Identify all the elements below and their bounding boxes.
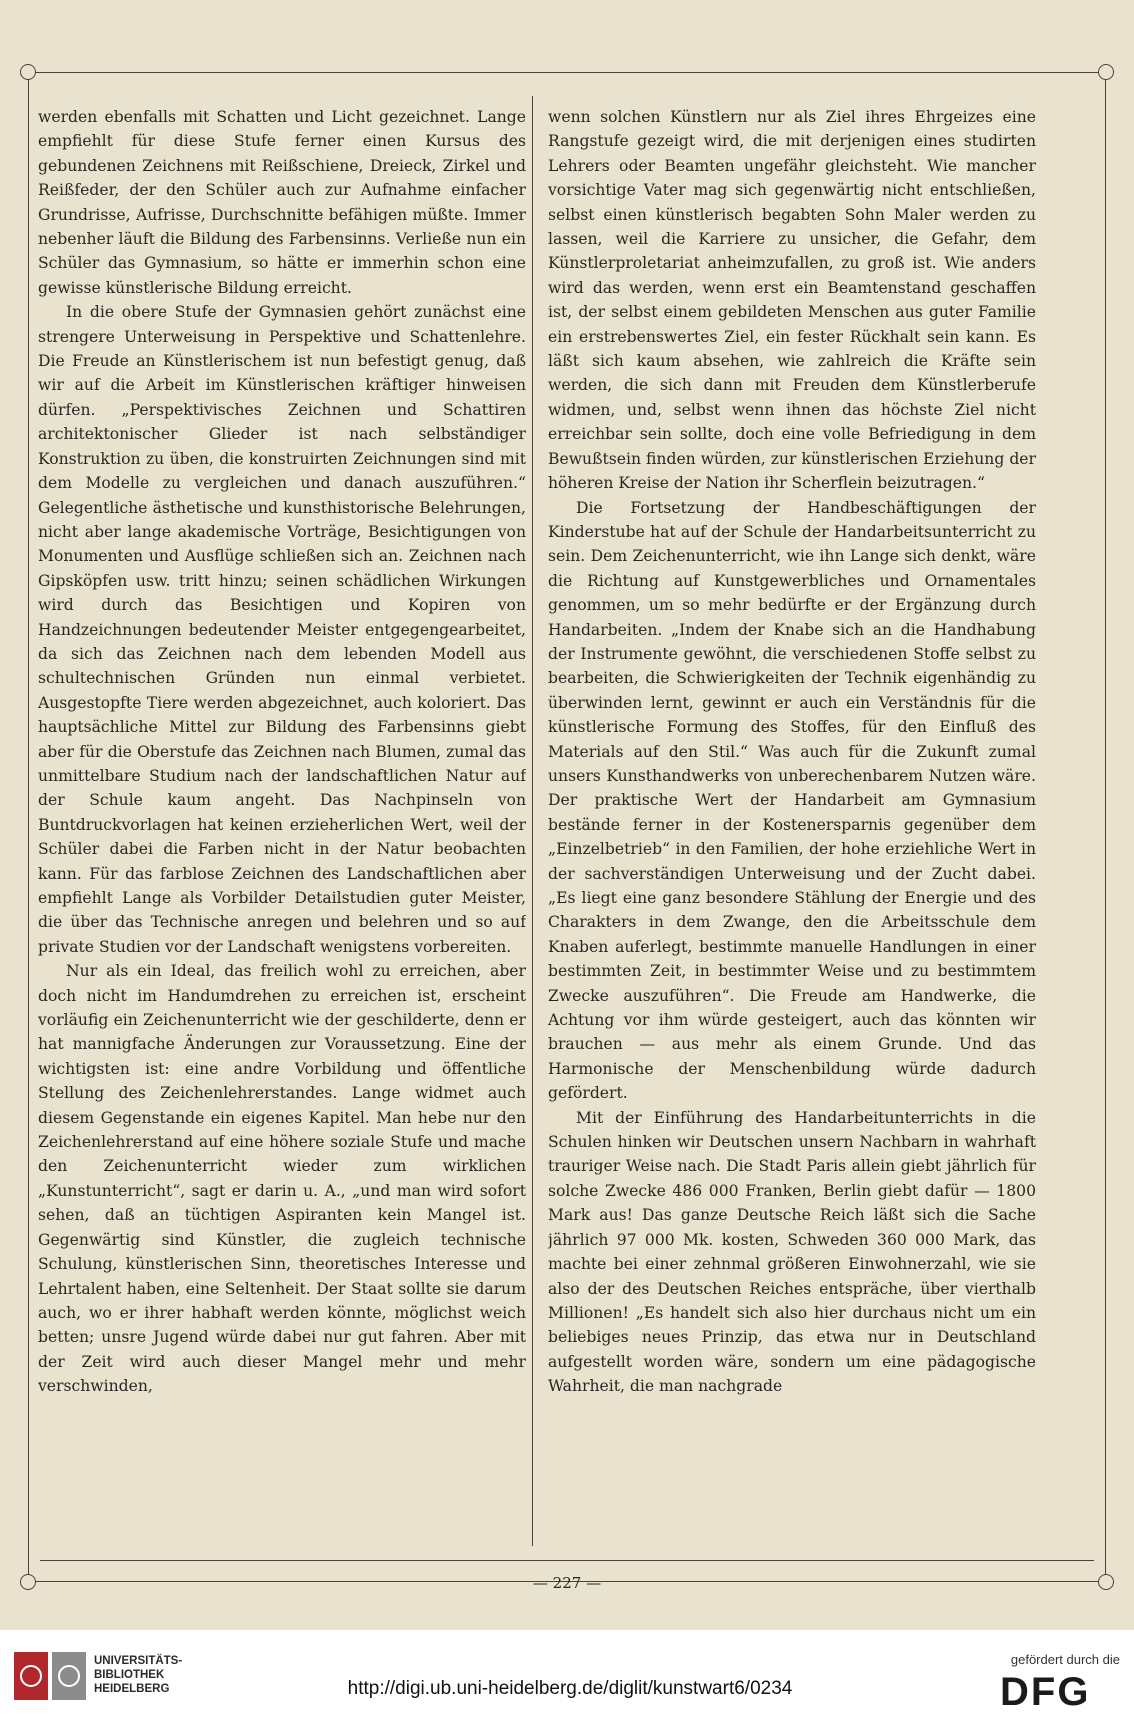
- paragraph: werden ebenfalls mit Schatten und Licht gezeichnet. Lange empfiehlt für diese Stufe ferner einen Kursus des gebundenen Zeichnens mit Reißschiene, Dreieck, Zirkel und Reißfeder, der den Schüler auch zur Aufnahme einfacher Grundrisse, Aufrisse, Durchschnitte befähigen müßte. Immer nebenher läuft die Bildung des Farbensinns. Verließe nun ein Schüler das Gymnasium, so hätte er immerhin schon eine gewisse künstlerische Bildung erreicht.: [38, 108, 526, 297]
- source-url-link[interactable]: http://digi.ub.uni-heidelberg.de/diglit/kunstwart6/0234: [347, 1678, 793, 1699]
- paragraph: Mit der Einführung des Handarbeitunterrichts in die Schulen hinken wir Deutschen unsern Nachbarn in wahrhaft trauriger Weise nach. Die Stadt Paris allein giebt jährlich für solche Zwecke 486 000 Franken, Berlin giebt dafür — 1800 Mark aus! Das ganze Deutsche Reich läßt sich die Sache jährlich 97 000 Mk. kosten, Schweden 360 000 Mark, das machte bei einer zehnmal größeren Einwohnerzahl, wie sie also der des Deutschen Reiches entspräche, über vierthalb Millionen! „Es handelt sich also hier durchaus nicht um ein beliebiges neues Prinzip, das etwa nur in Deutschland aufgestellt worden wäre, sondern um eine pädagogische Wahrheit, die man nachgrade: [548, 1108, 1036, 1396]
- funded-by-label: gefördert durch die: [1010, 1652, 1120, 1667]
- paragraph: Nur als ein Ideal, das freilich wohl zu erreichen, aber doch nicht im Handumdrehen zu erreichen ist, erscheint vorläufig ein Zeichenunterricht wie der geschilderte, denn er hat mannigfache Änderungen zur Voraussetzung. Eine der wichtigsten ist: eine andre Vorbildung und öffentliche Stellung des Zeichenlehrerstandes. Lange widmet auch diesem Gegenstande ein eigenes Kapitel. Man hebe nur den Zeichenlehrerstand auf eine höhere soziale Stufe und mache den Zeichenunterricht wieder zum wirklichen „Kunstunterricht“, sagt er darin u. A., „und man wird sofort sehen, daß an tüchtigen Aspiranten kein Mangel ist. Gegenwärtig sind Künstler, die zugleich technische Schulung, künstlerischen Sinn, theoretisches Interesse und Lehrtalent haben, eine Seltenheit. Der Staat sollte sie darum auch, wo er ihrer habhaft werden könnte, möglichst weich betten; unsre Jugend würde dabei nur gut fahren. Aber mit der Zeit wird auch dieser Mangel mehr und mehr verschwinden,: [38, 962, 526, 1396]
- paragraph: In die obere Stufe der Gymnasien gehört zunächst eine strengere Unterweisung in Perspektive und Schattenlehre. Die Freude an Künstlerischem ist nun befestigt genug, daß wir auf die Arbeit im Künstlerischen kräftiger hinweisen dürfen. „Perspektivisches Zeichnen und Schattiren architektonischer Glieder ist nach selbständiger Konstruktion zu üben, die konstruirten Zeichnungen sind mit dem Modelle zu vergleichen und danach auszuführen.“ Gelegentliche ästhetische und kunsthistorische Belehrungen, nicht aber lange akademische Vorträge, Besichtigungen von Monumenten und Ausflüge schließen sich an. Zeichnen nach Gipsköpfen usw. tritt hinzu; seinen schädlichen Wirkungen wird durch das Besichtigen und Kopiren von Handzeichnungen bedeutender Meister entgegengearbeitet, da sich das Zeichnen nach dem lebenden Modell aus schultechnischen Gründen nun einmal verbietet. Ausgestopfte Tiere werden abgezeichnet, auch koloriert. Das hauptsächliche Mittel zur Bildung des Farbensinns giebt aber für die Oberstufe das Zeichnen nach Blumen, zumal das unmittelbare Studium nach der landschaftlichen Natur auf der Schule kaum angeht. Das Nachpinseln von Buntdruckvorlagen hat keinen erzieherlichen Wert, weil der Schüler dabei die Farben nicht in der Natur beobachten kann. Für das farblose Zeichnen des Landschaftlichen aber empfiehlt Lange als Vorbilder Detailstudien guter Meister, die über das Technische anregen und belehren und so auf private Studien vor der Landschaft wenigstens vorbereiten.: [38, 303, 526, 956]
- column-divider: [532, 96, 533, 1546]
- viewer-footer: [0, 1630, 1134, 1720]
- university-seal-icon: [14, 1652, 86, 1700]
- left-text-column: [38, 105, 526, 1545]
- paragraph: wenn solchen Künstlern nur als Ziel ihres Ehrgeizes eine Rangstufe gezeigt wird, die mit derjenigen eines studirten Lehrers oder Beamten ungefähr gleichsteht. Wie mancher vorsichtige Vater mag sich gegenwärtig nicht entschließen, selbst einen künstlerisch begabten Sohn Maler werden zu lassen, weil die Karriere zu unsicher, die Gefahr, dem Künstlerproletariat anheimzufallen, zu groß ist. Wie anders wird das werden, wenn erst ein Beamtenstand geschaffen ist, der selbst einem gebildeten Menschen aus guter Familie ein erstrebenswertes Ziel, ein fester Rückhalt sein kann. Es läßt sich kaum absehen, wie zahlreich die Kräfte sein werden, die sich dann mit Freuden dem Künstlerberufe widmen, und, selbst wenn ihnen das höchste Ziel nicht erreichbar sein sollte, doch eine volle Befriedigung in dem Bewußtsein finden würden, zur künstlerischen Erziehung der höheren Kreise der Nation ihr Scherflein beizutragen.“: [548, 108, 1036, 493]
- footer-divider: [40, 1560, 1094, 1561]
- university-library-name: UNIVERSITÄTS- BIBLIOTHEK HEIDELBERG: [94, 1655, 183, 1695]
- corner-ornament-top-left: [20, 64, 36, 80]
- paragraph: Die Fortsetzung der Handbeschäftigungen der Kinderstube hat auf der Schule der Handarbeitsunterricht zu sein. Dem Zeichenunterricht, wie ihn Lange sich denkt, wäre die Richtung auf Kunstgewerbliches und Ornamentales genommen, um so mehr bedürfte er der Ergänzung durch Handarbeiten. „Indem der Knabe sich an die Handhabung der Instrumente gewöhnt, die verschiedenen Stoffe selbst zu bearbeiten, die Schwierigkeiten der Technik eigenhändig zu überwinden lernt, gewinnt er auch ein Verständnis für die künstlerische Formung des Stoffes, für den Einfluß des Materials auf den Stil.“ Was auch für die Zukunft zumal unsers Kunsthandwerks von unberechenbarem Nutzen wäre. Der praktische Wert der Handarbeit am Gymnasium bestände ferner in der Kostenersparnis gegenüber dem „Einzelbetrieb“ in den Familien, der hohe erziehliche Wert in der sachverständigen Unterweisung und der Zucht dabei. „Es liegt eine ganz besondere Stählung der Energie und des Charakters in dem Zwange, den die Arbeitsschule dem Knaben auferlegt, bestimmte manuelle Handlungen in einer bestimmten Zeit, in bestimmter Weise und zu bestimmtem Zwecke auszuführen“. Die Freude am Handwerke, die Achtung vor ihm würde gesteigert, auch das könnten wir brauchen — aus mehr als einem Grunde. Und das Harmonische der Menschenbildung würde dadurch gefördert.: [548, 498, 1036, 1103]
- corner-ornament-top-right: [1098, 64, 1114, 80]
- page-number: — 227 —: [532, 1574, 602, 1592]
- dfg-logo: DFG: [1000, 1670, 1091, 1714]
- right-text-column: [548, 105, 1036, 1545]
